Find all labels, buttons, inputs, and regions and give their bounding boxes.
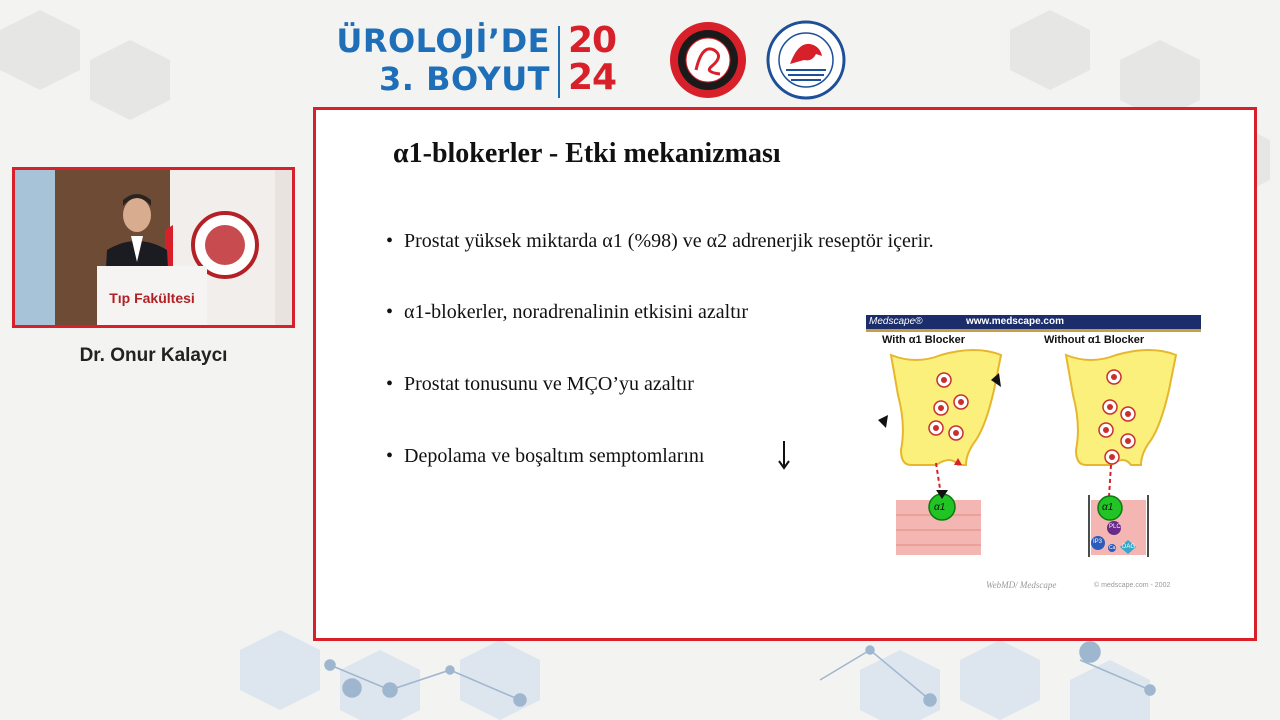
- figure-url: www.medscape.com: [966, 316, 1064, 327]
- event-title-line1: ÜROLOJİ’DE: [336, 22, 550, 60]
- figure-label-without-blocker: Without α1 Blocker: [1044, 334, 1145, 346]
- figure-label-with-blocker: With α1 Blocker: [882, 334, 966, 346]
- bullet-text: Prostat tonusunu ve MÇO’yu azaltır: [404, 373, 694, 395]
- event-year-top: 20: [568, 20, 617, 61]
- bullet-text: Prostat yüksek miktarda α1 (%98) ve α2 adrenerjik reseptör içerir.: [404, 230, 934, 252]
- bullet-item: [386, 301, 748, 324]
- molecule-label: DAG: [1122, 544, 1136, 550]
- event-title: [318, 22, 550, 98]
- bullet-text: Depolama ve boşaltım semptomlarını: [404, 445, 705, 467]
- alpha-blocker-figure: [866, 315, 1201, 595]
- event-year: [568, 22, 630, 96]
- bullet-symbol: •: [386, 445, 394, 467]
- event-title-line2: 3. BOYUT: [379, 60, 550, 98]
- figure-copyright: © medscape.com - 2002: [1094, 582, 1171, 589]
- figure-brand: Medscape®: [869, 316, 923, 327]
- molecule-label: IP3: [1093, 539, 1103, 545]
- bullet-item: [386, 445, 705, 468]
- molecule-label: PLC: [1109, 524, 1121, 530]
- receptor-label: α1: [1102, 502, 1114, 513]
- event-year-bottom: 24: [568, 57, 617, 98]
- society-logo: [668, 20, 748, 100]
- podium-label: Tıp Fakültesi: [109, 290, 195, 306]
- molecule-label: Ca: [1109, 545, 1116, 551]
- presentation-slide: [313, 107, 1257, 641]
- slide-title: α1-blokerler - Etki mekanizması: [393, 138, 781, 169]
- down-arrow-icon: [778, 440, 790, 470]
- bullet-symbol: •: [386, 301, 394, 323]
- bullet-item: [386, 230, 934, 253]
- speaker-name: Dr. Onur Kalaycı: [79, 345, 228, 366]
- receptor-label: α1: [934, 502, 946, 513]
- bullet-symbol: •: [386, 230, 394, 252]
- speaker-video: [12, 167, 295, 328]
- university-logo: [766, 20, 846, 100]
- bullet-symbol: •: [386, 373, 394, 395]
- bullet-item: [386, 373, 694, 396]
- title-separator: [558, 26, 560, 98]
- figure-credit: WebMD/ Medscape: [986, 580, 1057, 590]
- figure-illustration: [866, 315, 1201, 595]
- bullet-text: α1-blokerler, noradrenalinin etkisini azaltır: [404, 301, 748, 323]
